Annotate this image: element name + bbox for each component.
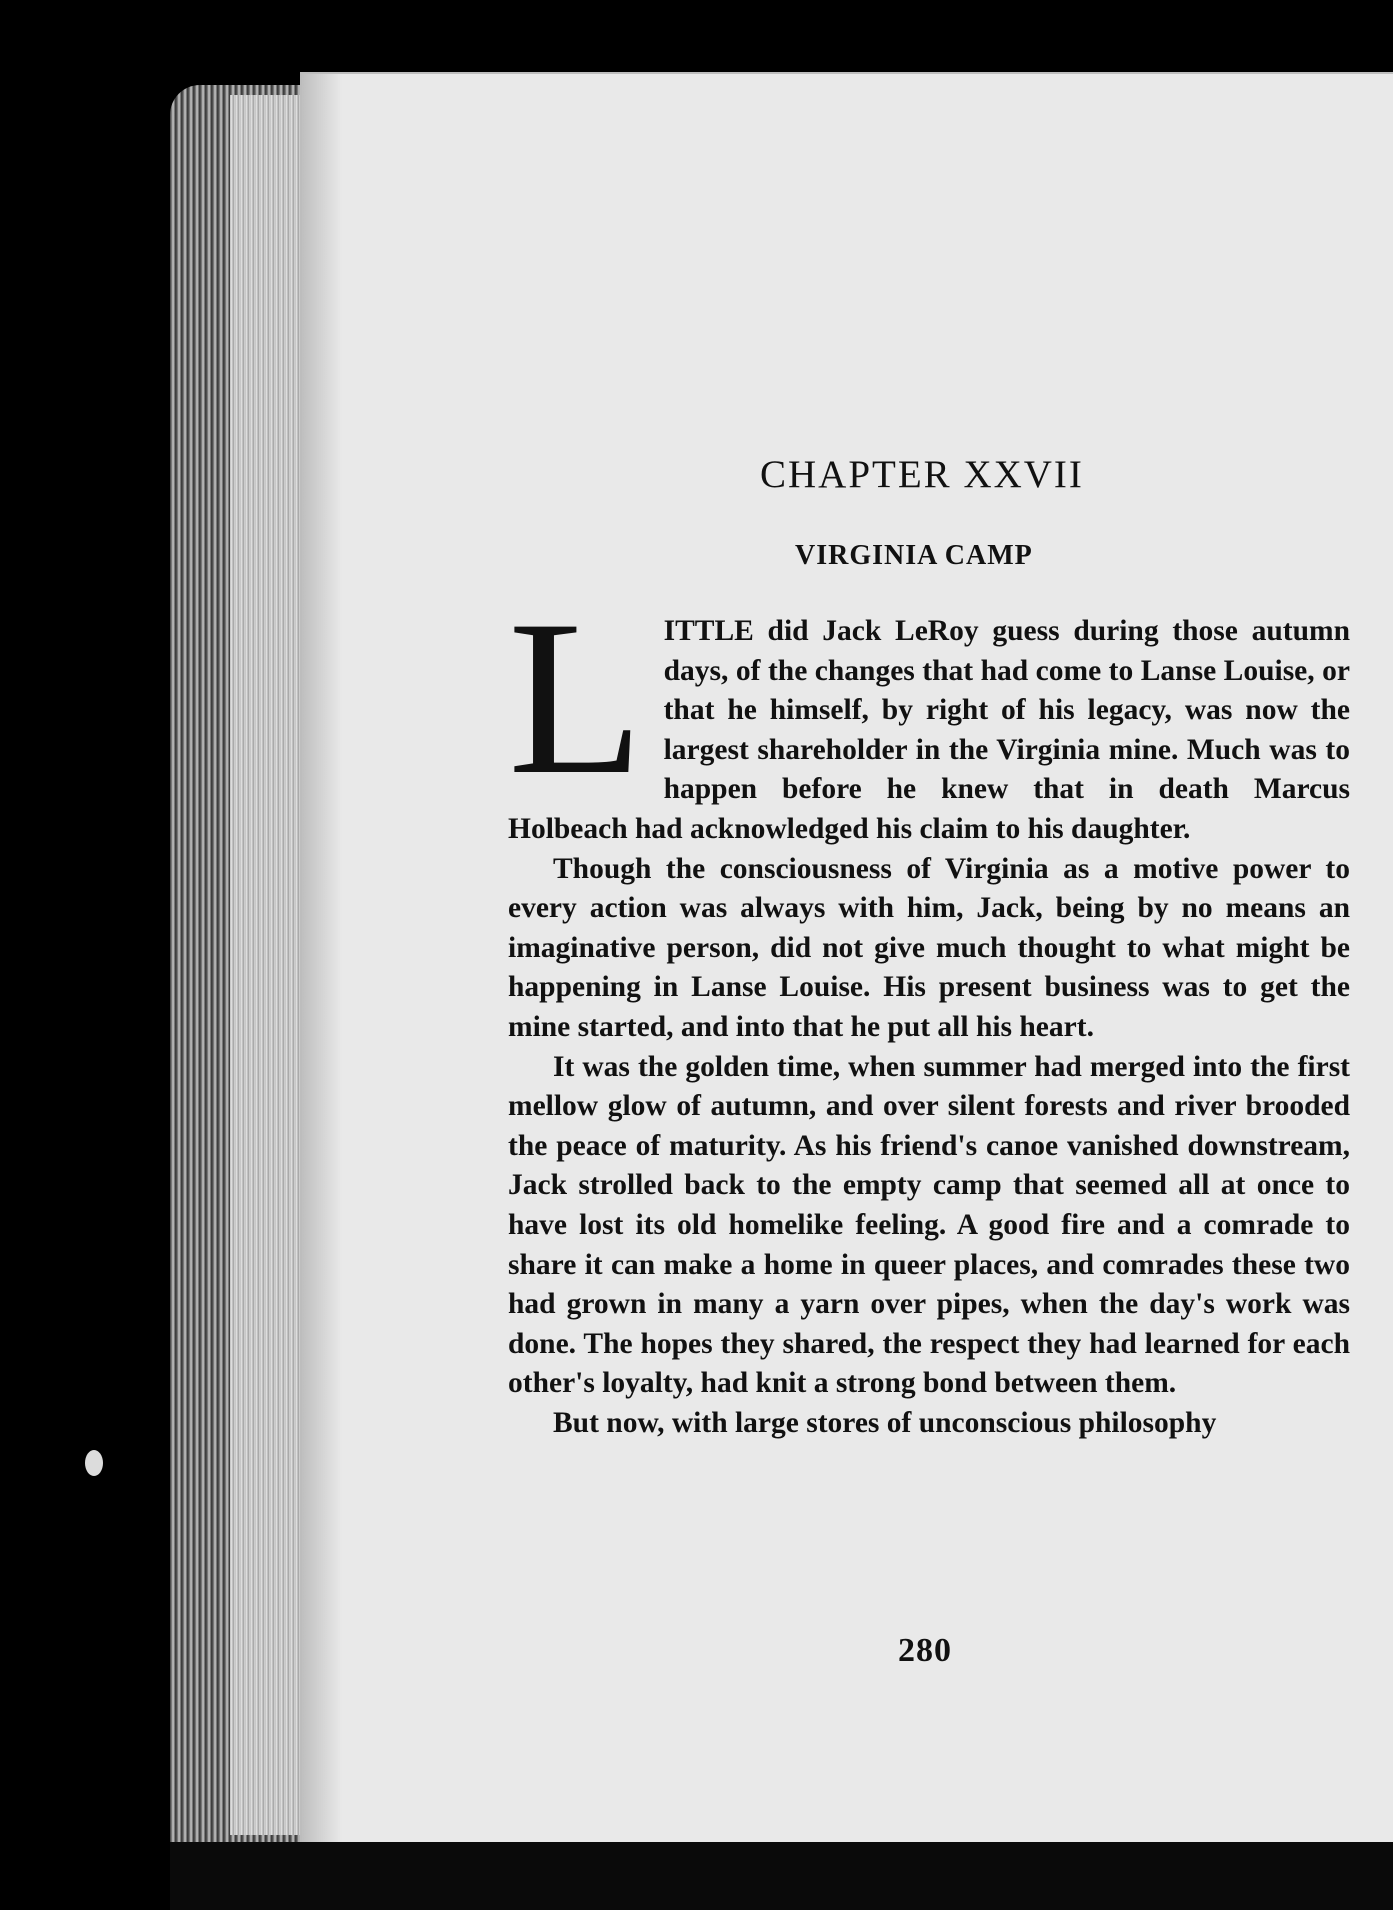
scan-speck <box>85 1450 103 1476</box>
chapter-subtitle: VIRGINIA CAMP <box>795 540 1033 571</box>
paragraph: It was the golden time, when summer had merged into the first mellow glow of autumn, and over silent forests and river brooded the peace of maturity. As his friend's canoe vanished downstream, Jack strolled back to the empty camp that seemed all at once to have lost its old homelike feeling. A good fire and a comrade to share it can make a home in queer places, and comrades these two had grown in many a yarn over pipes, when the day's work was done. The hopes they shared, the respect they had learned for each other's loyalty, had knit a strong bond between them. <box>508 1050 1350 1400</box>
chapter-title: CHAPTER XXVII <box>760 453 1084 496</box>
page-number: 280 <box>898 1632 952 1669</box>
paragraph: But now, with large stores of unconscious philosophy <box>553 1406 1217 1439</box>
paragraph: Though the consciousness of Virginia as a motive power to every action was always with him, Jack, being by no means an imaginative person, did not give much thought to what might be happening in Lanse Louise. His present business was to get the mine started, and into that he put all his heart. <box>508 852 1350 1043</box>
scan-bottom-border <box>170 1842 1393 1910</box>
paragraph-text: ITTLE did Jack LeRoy guess during those autumn days, of the changes that had come to Lanse Louise, or that he himself, by right of his legacy, was now the largest shareholder in the Virginia mine. Much was to happen before he knew that in death Marcus Holbeach had acknowledged his claim to his daughter. <box>508 615 1350 845</box>
book-page-edges-inner <box>230 95 310 1835</box>
paragraph-opening <box>508 575 1350 850</box>
drop-cap-letter: L <box>508 575 644 821</box>
chapter-text <box>508 575 1350 1443</box>
page-gutter-shadow <box>302 74 342 1844</box>
